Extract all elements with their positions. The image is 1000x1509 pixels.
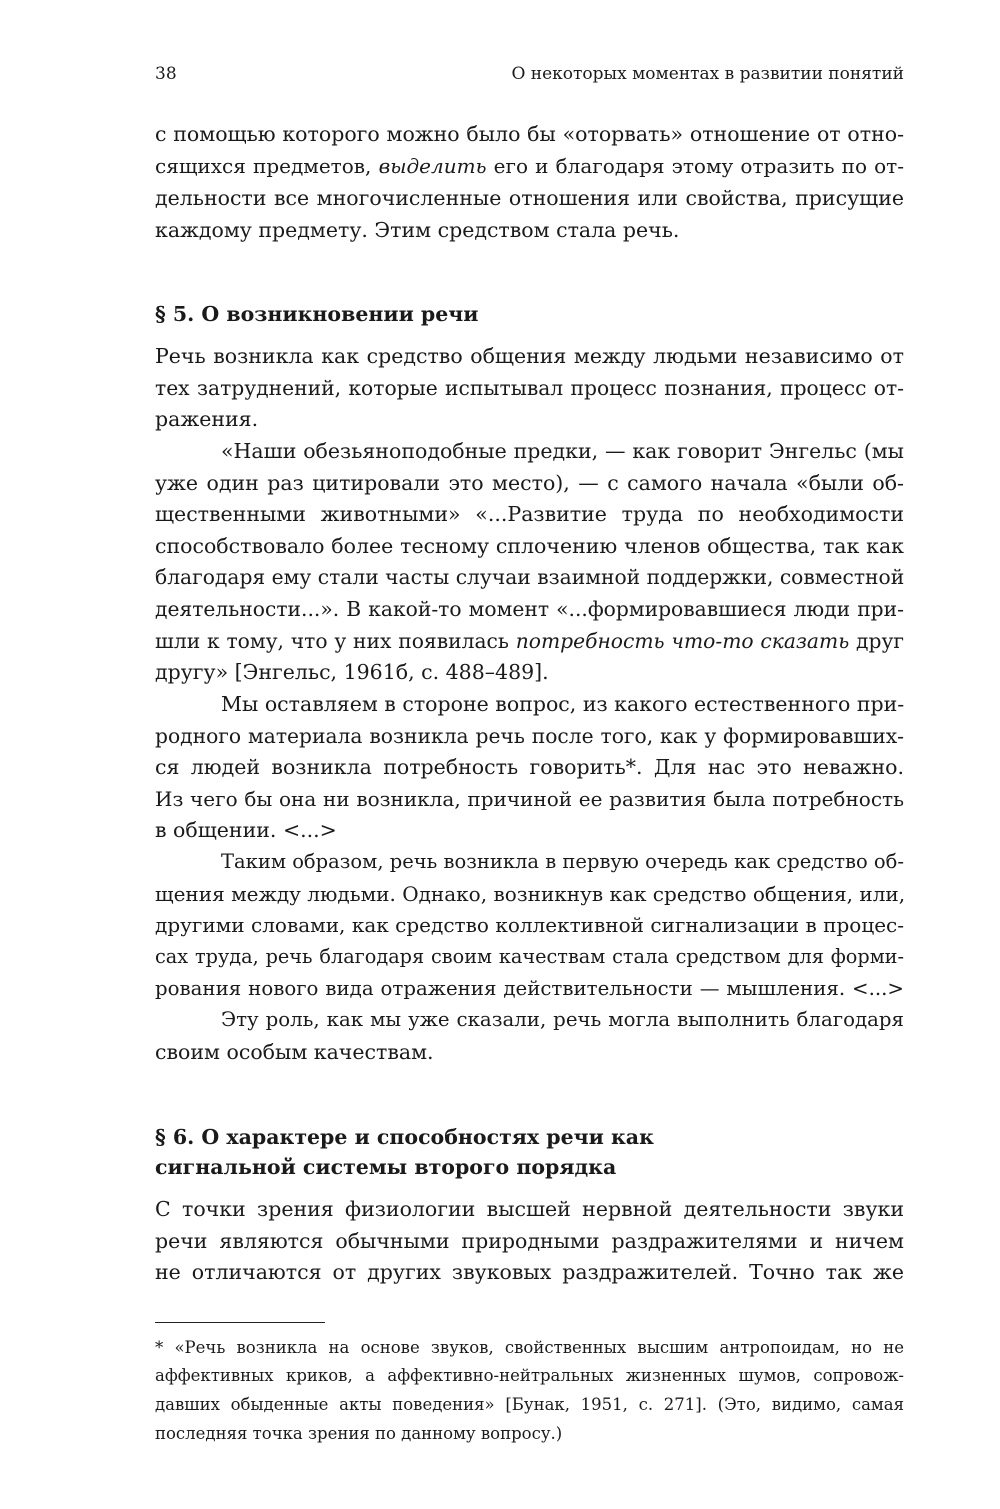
text-line: С точки зрения физиологии высшей нервной деятельности звуки bbox=[155, 1197, 904, 1221]
text-line: своим особым качествам. bbox=[155, 1040, 434, 1064]
footnote-line: аффективных криков, а аффективно-нейтральных жизненных шумов, сопровож- bbox=[155, 1366, 904, 1385]
text-line: в общении. <...> bbox=[155, 818, 337, 842]
section-heading: § 5. О возникновении речи bbox=[155, 302, 479, 326]
text-line: ся людей возникла потребность говорить*. Для нас это неважно. bbox=[155, 755, 904, 779]
text-line: Речь возникла как средство общения между людьми независимо от bbox=[155, 344, 904, 368]
emphasis: потребность что-то сказать bbox=[515, 629, 850, 653]
footnote-line: давших обыденные акты поведения» [Бунак, 1951, с. 271]. (Это, видимо, самая bbox=[155, 1395, 904, 1414]
text-line: благодаря ему стали часты случаи взаимной поддержки, совместной bbox=[155, 565, 905, 589]
text-line: способствовало более тесному сплочению членов общества, так как bbox=[155, 534, 904, 558]
text-line: ражения. bbox=[155, 407, 259, 431]
page-number: 38 bbox=[155, 64, 177, 84]
text-line: щественными животными» «...Развитие труда по необходимости bbox=[155, 502, 904, 526]
running-header bbox=[155, 62, 904, 86]
text-line: дельности все многочисленные отношения или свойства, присущие bbox=[155, 186, 904, 210]
running-title: О некоторых моментах в развитии понятий bbox=[511, 64, 904, 84]
footnote-line: * «Речь возникла на основе звуков, свойственных высшим антропоидам, но не bbox=[155, 1338, 904, 1357]
text-line: Мы оставляем в стороне вопрос, из какого естественного при- bbox=[221, 692, 905, 716]
text-line: щения между людьми. Однако, возникнув как средство общения, или, bbox=[155, 882, 906, 906]
text-line: рования нового вида отражения действительности — мышления. <...> bbox=[155, 977, 904, 1000]
text-line: сах труда, речь благодаря своим качествам стала средством для форми- bbox=[155, 945, 904, 968]
text-line: шли к тому, что у них появилась потребность что-то сказать друг bbox=[155, 629, 904, 653]
footnote-line: последняя точка зрения по данному вопросу.) bbox=[155, 1424, 563, 1443]
text-line: речи являются обычными природными раздражителями и ничем bbox=[155, 1229, 904, 1253]
text-line: сящихся предметов, выделить его и благодаря этому отразить по от- bbox=[155, 154, 904, 178]
text-line: тех затруднений, которые испытывал процесс познания, процесс от- bbox=[155, 376, 904, 400]
text-line: другими словами, как средство коллективной сигнализации в процес- bbox=[155, 913, 904, 937]
text-line: не отличаются от других звуковых раздражителей. Точно так же bbox=[155, 1260, 904, 1284]
section-heading: § 6. О характере и способностях речи как bbox=[155, 1125, 654, 1149]
text-line: Таким образом, речь возникла в первую очередь как средство об- bbox=[221, 850, 904, 873]
text-line: деятельности...». В какой-то момент «...формировавшиеся люди при- bbox=[155, 597, 904, 621]
text-line: другу» [Энгельс, 1961б, с. 488–489]. bbox=[155, 660, 549, 684]
text-line: каждому предмету. Этим средством стала речь. bbox=[155, 218, 680, 242]
section-heading: сигнальной системы второго порядка bbox=[155, 1155, 617, 1179]
text-line: Эту роль, как мы уже сказали, речь могла выполнить благодаря bbox=[221, 1008, 904, 1031]
text-line: с помощью которого можно было бы «оторвать» отношение от отно- bbox=[155, 122, 904, 146]
text-line: «Наши обезьяноподобные предки, — как говорит Энгельс (мы bbox=[221, 439, 904, 463]
text-line: родного материала возникла речь после того, как у формировавших- bbox=[155, 724, 904, 748]
text-line: уже один раз цитировали это место), — с самого начала «были об- bbox=[155, 471, 904, 495]
footnote-divider bbox=[155, 1322, 325, 1323]
text-line: Из чего бы она ни возникла, причиной ее развития была потребность bbox=[155, 787, 904, 811]
emphasis: выделить bbox=[378, 154, 487, 178]
